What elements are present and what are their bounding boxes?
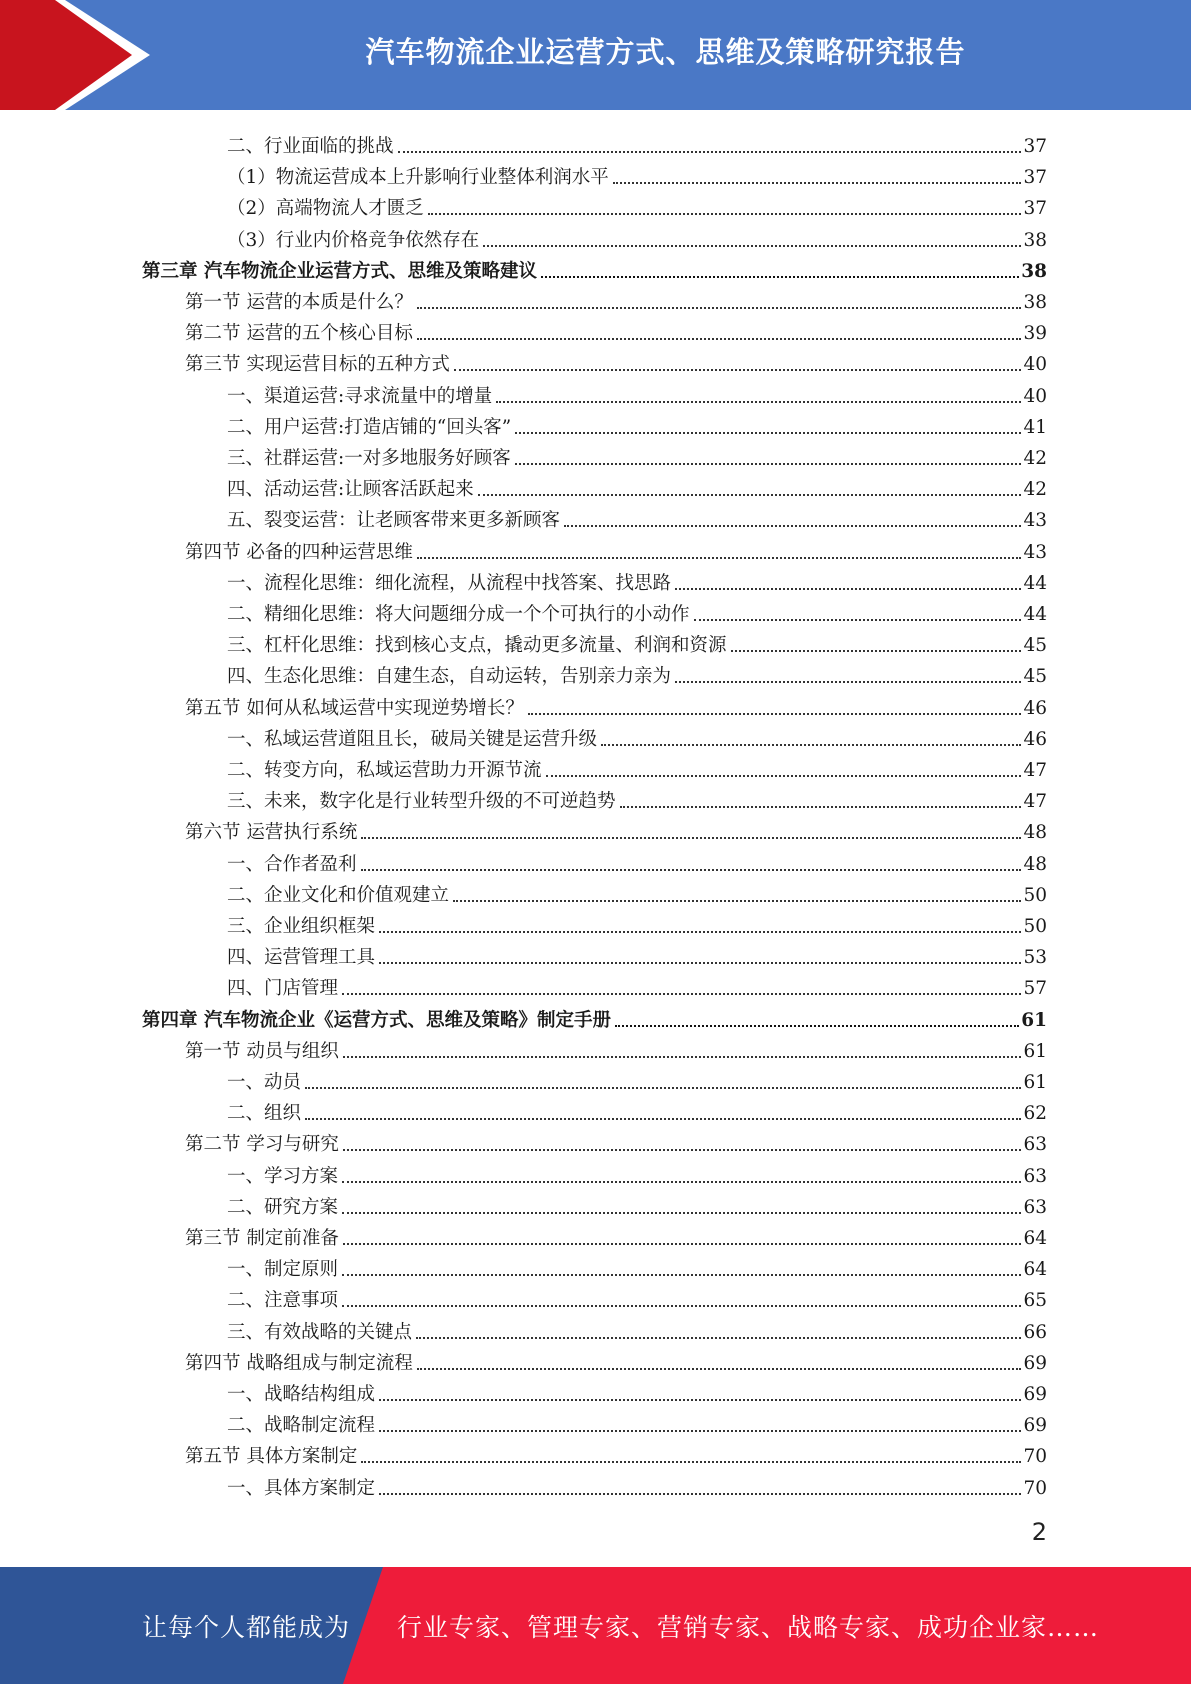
- toc-dot-leader: [454, 369, 1022, 371]
- toc-entry-title: 一、流程化思维：细化流程，从流程中找答案、找思路: [227, 572, 672, 594]
- toc-entry-page: 70: [1023, 1446, 1047, 1468]
- toc-entry-page: 69: [1023, 1384, 1047, 1405]
- toc-entry[interactable]: [227, 159, 1047, 190]
- toc-entry[interactable]: [185, 814, 1047, 845]
- toc-entry[interactable]: [227, 378, 1047, 409]
- toc-entry[interactable]: [227, 440, 1047, 471]
- toc-dot-leader: [453, 900, 1021, 902]
- toc-entry-page: 46: [1023, 697, 1047, 719]
- toc-dot-leader: [379, 962, 1021, 964]
- toc-entry[interactable]: [227, 190, 1047, 221]
- toc-dot-leader: [694, 619, 1022, 621]
- toc-entry-page: 38: [1021, 260, 1047, 282]
- toc-dot-leader: [528, 713, 1022, 715]
- toc-entry[interactable]: [227, 752, 1047, 783]
- toc-entry-page: 41: [1023, 416, 1047, 438]
- toc-entry-title: 第一节 动员与组织: [185, 1040, 339, 1062]
- toc-dot-leader: [305, 1118, 1021, 1120]
- toc-entry-title: 一、具体方案制定: [227, 1477, 376, 1499]
- toc-entry[interactable]: [185, 315, 1047, 346]
- toc-entry[interactable]: [185, 346, 1047, 377]
- toc-entry[interactable]: [227, 222, 1047, 253]
- toc-entry[interactable]: [227, 1064, 1047, 1095]
- toc-dot-leader: [361, 837, 1021, 839]
- toc-entry-title: 一、动员: [227, 1072, 302, 1093]
- toc-entry-page: 62: [1023, 1103, 1047, 1125]
- toc-entry-title: 二、行业面临的挑战: [227, 136, 394, 157]
- toc-dot-leader: [417, 338, 1022, 340]
- toc-entry-title: 四、生态化思维：自建生态，自动运转，告别亲力亲为: [227, 666, 672, 688]
- toc-entry[interactable]: [227, 1189, 1047, 1220]
- toc-entry-page: 70: [1023, 1477, 1047, 1499]
- toc-entry-page: 63: [1023, 1196, 1047, 1218]
- toc-entry-title: 二、战略制定流程: [227, 1415, 376, 1437]
- toc-entry-page: 64: [1023, 1259, 1047, 1281]
- toc-dot-leader: [379, 931, 1021, 933]
- toc-entry-page: 42: [1023, 448, 1047, 469]
- toc-entry-page: 37: [1023, 167, 1047, 189]
- toc-entry[interactable]: [227, 721, 1047, 752]
- toc-entry-title: （3）行业内价格竞争依然存在: [227, 229, 480, 251]
- toc-entry-page: 40: [1023, 354, 1047, 376]
- toc-entry-page: 65: [1023, 1290, 1047, 1312]
- toc-entry[interactable]: [227, 627, 1047, 658]
- toc-entry[interactable]: [227, 1376, 1047, 1407]
- toc-entry-title: 二、注意事项: [227, 1290, 339, 1312]
- toc-dot-leader: [731, 650, 1022, 652]
- toc-entry-page: 47: [1023, 791, 1047, 813]
- toc-entry[interactable]: [227, 1470, 1047, 1501]
- toc-entry-title: 第三节 实现运营目标的五种方式: [185, 354, 450, 376]
- toc-entry[interactable]: [227, 1314, 1047, 1345]
- toc-entry-page: 53: [1023, 947, 1047, 969]
- toc-entry[interactable]: [227, 783, 1047, 814]
- toc-entry[interactable]: [227, 596, 1047, 627]
- toc-dot-leader: [398, 151, 1022, 153]
- toc-entry-page: 47: [1023, 760, 1047, 781]
- toc-entry-page: 45: [1023, 666, 1047, 688]
- toc-dot-leader: [361, 869, 1022, 871]
- toc-entry-title: 第三章 汽车物流企业运营方式、思维及策略建议: [142, 260, 537, 282]
- toc-entry-title: 三、社群运营:一对多地服务好顾客: [227, 448, 511, 469]
- toc-entry[interactable]: [185, 534, 1047, 565]
- toc-entry-page: 37: [1023, 136, 1047, 157]
- toc-entry[interactable]: [185, 1033, 1047, 1064]
- toc-entry[interactable]: [142, 1002, 1047, 1033]
- toc-entry-page: 63: [1023, 1165, 1047, 1187]
- toc-entry-page: 38: [1023, 229, 1047, 251]
- toc-entry[interactable]: [227, 502, 1047, 533]
- toc-entry-page: 42: [1023, 479, 1047, 501]
- toc-entry-page: 45: [1023, 635, 1047, 657]
- toc-entry-page: 57: [1023, 978, 1047, 1000]
- toc-entry-title: 四、运营管理工具: [227, 947, 376, 969]
- toc-entry-page: 61: [1023, 1040, 1047, 1062]
- toc-dot-leader: [478, 494, 1022, 496]
- toc-dot-leader: [342, 1274, 1021, 1276]
- toc-entry[interactable]: [185, 284, 1047, 315]
- toc-entry-title: （1）物流运营成本上升影响行业整体利润水平: [227, 167, 609, 189]
- toc-entry-page: 69: [1023, 1352, 1047, 1374]
- toc-entry-title: 第三节 制定前准备: [185, 1228, 339, 1249]
- toc-entry-title: 第六节 运营执行系统: [185, 822, 358, 844]
- toc-dot-leader: [515, 463, 1022, 465]
- toc-entry-title: 三、杠杆化思维：找到核心支点，撬动更多流量、利润和资源: [227, 635, 727, 657]
- toc-entry[interactable]: [227, 846, 1047, 877]
- toc-entry[interactable]: [227, 939, 1047, 970]
- toc-dot-leader: [379, 1399, 1021, 1401]
- toc-entry-title: 二、企业文化和价值观建立: [227, 884, 450, 906]
- toc-dot-leader: [620, 806, 1022, 808]
- toc-dot-leader: [613, 182, 1022, 184]
- toc-entry[interactable]: [185, 1438, 1047, 1469]
- toc-dot-leader: [379, 1493, 1021, 1495]
- toc-entry-title: 第四节 必备的四种运营思维: [185, 541, 413, 563]
- toc-entry[interactable]: [185, 1345, 1047, 1376]
- toc-entry-title: 二、组织: [227, 1103, 302, 1125]
- page-footer: [0, 1567, 1191, 1684]
- toc-dot-leader: [417, 307, 1022, 309]
- toc-dot-leader: [675, 681, 1021, 683]
- toc-entry-title: 第四章 汽车物流企业《运营方式、思维及策略》制定手册: [142, 1009, 611, 1031]
- toc-dot-leader: [675, 588, 1021, 590]
- toc-entry-page: 46: [1023, 728, 1047, 750]
- toc-entry-title: 一、合作者盈利: [227, 853, 357, 875]
- toc-entry-page: 50: [1023, 916, 1047, 937]
- toc-entry-title: 三、未来，数字化是行业转型升级的不可逆趋势: [227, 791, 616, 813]
- toc-dot-leader: [305, 1087, 1021, 1089]
- toc-entry-page: 63: [1023, 1134, 1047, 1156]
- toc-entry-page: 38: [1023, 292, 1047, 313]
- toc-entry-page: 39: [1023, 323, 1047, 345]
- toc-entry-title: 二、转变方向，私域运营助力开源节流: [227, 760, 542, 781]
- toc-dot-leader: [541, 276, 1019, 278]
- toc-entry[interactable]: [185, 1220, 1047, 1251]
- toc-entry-title: 一、制定原则: [227, 1259, 339, 1281]
- toc-entry[interactable]: [227, 1158, 1047, 1189]
- toc-dot-leader: [416, 1337, 1021, 1339]
- toc-dot-leader: [342, 1212, 1021, 1214]
- toc-entry-page: 48: [1023, 822, 1047, 844]
- toc-entry[interactable]: [185, 1126, 1047, 1157]
- toc-entry-page: 44: [1023, 572, 1047, 594]
- toc-entry-page: 48: [1023, 853, 1047, 875]
- toc-entry[interactable]: [227, 908, 1047, 939]
- toc-entry[interactable]: [227, 471, 1047, 502]
- toc-dot-leader: [483, 245, 1021, 247]
- toc-entry-title: 第四节 战略组成与制定流程: [185, 1352, 413, 1374]
- page-header: [0, 0, 1191, 110]
- toc-entry[interactable]: [227, 1095, 1047, 1126]
- toc-entry-title: 一、学习方案: [227, 1165, 339, 1187]
- toc-entry[interactable]: [227, 565, 1047, 596]
- toc-entry-title: 一、渠道运营:寻求流量中的增量: [227, 385, 493, 407]
- toc-dot-leader: [343, 1149, 1022, 1151]
- toc-entry-title: 第二节 学习与研究: [185, 1134, 339, 1156]
- toc-dot-leader: [417, 557, 1022, 559]
- toc-entry-title: 二、用户运营:打造店铺的“回头客”: [227, 416, 512, 438]
- toc-entry-page: 43: [1023, 541, 1047, 563]
- toc-entry-page: 64: [1023, 1228, 1047, 1249]
- toc-entry-title: 第一节 运营的本质是什么？: [185, 292, 413, 313]
- toc-entry-title: 四、门店管理: [227, 978, 339, 1000]
- toc-entry-page: 66: [1023, 1321, 1047, 1343]
- toc-entry-page: 40: [1023, 385, 1047, 407]
- footer-slogan-left: 让每个人都能成为: [142, 1612, 351, 1642]
- toc-dot-leader: [342, 993, 1021, 995]
- toc-entry-title: 一、私域运营道阻且长，破局关键是运营升级: [227, 728, 598, 750]
- toc-entry[interactable]: [227, 409, 1047, 440]
- toc-entry-title: 二、研究方案: [227, 1196, 339, 1218]
- toc-entry-title: 第五节 如何从私域运营中实现逆势增长？: [185, 697, 524, 719]
- header-chevron-logo: [0, 0, 150, 110]
- toc-dot-leader: [546, 775, 1022, 777]
- footer-slogan-right: 行业专家、管理专家、营销专家、战略专家、成功企业家……: [397, 1612, 1100, 1642]
- toc-dot-leader: [417, 1368, 1022, 1370]
- toc-dot-leader: [601, 744, 1021, 746]
- toc-entry[interactable]: [227, 877, 1047, 908]
- toc-dot-leader: [615, 1025, 1019, 1027]
- toc-entry-title: 四、活动运营:让顾客活跃起来: [227, 479, 474, 501]
- toc-entry-title: 第二节 运营的五个核心目标: [185, 323, 413, 345]
- toc-dot-leader: [428, 213, 1022, 215]
- toc-entry-page: 61: [1021, 1009, 1047, 1031]
- toc-entry[interactable]: [227, 970, 1047, 1001]
- toc-dot-leader: [496, 401, 1021, 403]
- toc-entry-title: （2）高端物流人才匮乏: [227, 198, 424, 220]
- toc-dot-leader: [343, 1243, 1022, 1245]
- header-title: 汽车物流企业运营方式、思维及策略研究报告: [365, 34, 966, 69]
- toc-entry-title: 一、战略结构组成: [227, 1384, 376, 1405]
- toc-entry-page: 69: [1023, 1415, 1047, 1437]
- toc-dot-leader: [342, 1305, 1021, 1307]
- toc-entry-title: 二、精细化思维：将大问题细分成一个个可执行的小动作: [227, 604, 690, 625]
- toc-dot-leader: [379, 1430, 1021, 1432]
- toc-entry-page: 44: [1023, 604, 1047, 625]
- toc-dot-leader: [564, 525, 1021, 527]
- toc-dot-leader: [342, 1181, 1021, 1183]
- toc-entry-page: 43: [1023, 510, 1047, 532]
- toc-entry-title: 三、有效战略的关键点: [227, 1321, 413, 1343]
- toc-entry-title: 五、裂变运营：让老顾客带来更多新顾客: [227, 510, 561, 532]
- toc-entry[interactable]: [227, 128, 1047, 159]
- toc-dot-leader: [515, 432, 1021, 434]
- toc-entry-page: 61: [1023, 1072, 1047, 1093]
- toc-entry[interactable]: [227, 1407, 1047, 1438]
- page-number: 2: [1031, 1518, 1047, 1546]
- toc-entry[interactable]: [227, 658, 1047, 689]
- toc-entry-page: 37: [1023, 198, 1047, 220]
- toc-entry[interactable]: [142, 253, 1047, 284]
- toc-entry[interactable]: [185, 690, 1047, 721]
- toc-entry[interactable]: [227, 1251, 1047, 1282]
- toc-dot-leader: [343, 1056, 1022, 1058]
- toc-entry[interactable]: [227, 1282, 1047, 1313]
- toc-entry-page: 50: [1023, 884, 1047, 906]
- toc-entry-title: 第五节 具体方案制定: [185, 1446, 358, 1468]
- toc-entry-title: 三、企业组织框架: [227, 916, 376, 937]
- toc-dot-leader: [361, 1461, 1021, 1463]
